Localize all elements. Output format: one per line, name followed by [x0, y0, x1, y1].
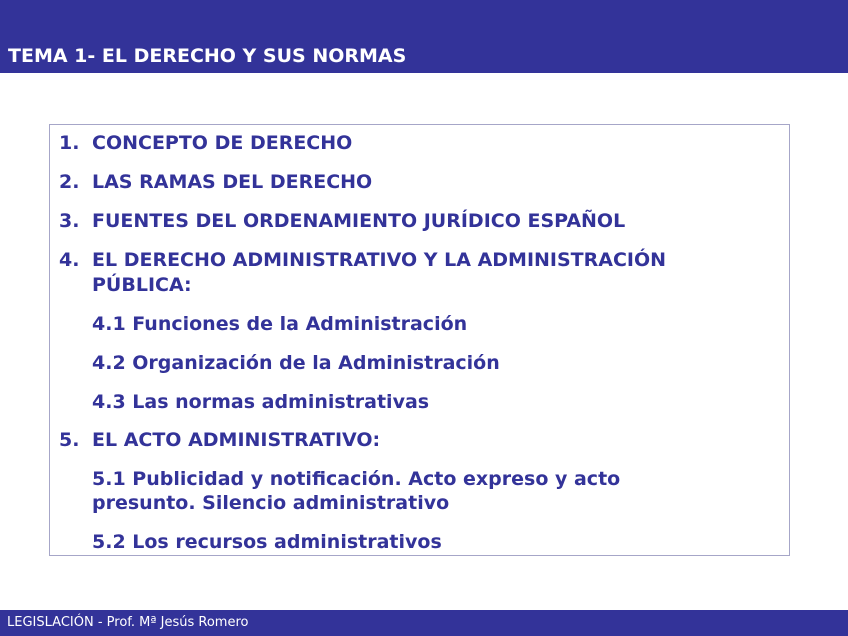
item-number: 3. — [59, 210, 80, 232]
sub-item-text: 4.3 Las normas administrativas — [92, 391, 430, 413]
sub-item-text: 5.2 Los recursos administrativos — [92, 531, 442, 553]
item-text: CONCEPTO DE DERECHO — [92, 132, 353, 154]
page-title: TEMA 1- EL DERECHO Y SUS NORMAS — [8, 45, 407, 67]
item-text: EL ACTO ADMINISTRATIVO: — [92, 429, 381, 451]
item-number: 5. — [59, 429, 80, 451]
header-bar — [0, 0, 848, 73]
sub-item-text-line1: 5.1 Publicidad y notificación. Acto expreso y acto — [92, 468, 621, 490]
footer-text: LEGISLACIÓN - Prof. Mª Jesús Romero — [7, 615, 249, 630]
item-text-line1: EL DERECHO ADMINISTRATIVO Y LA ADMINISTRACIÓN — [92, 249, 667, 271]
item-text-line2: PÚBLICA: — [92, 274, 192, 296]
item-text: FUENTES DEL ORDENAMIENTO JURÍDICO ESPAÑOL — [92, 210, 626, 232]
sub-item-text: 4.1 Funciones de la Administración — [92, 313, 468, 335]
sub-item-text-line2: presunto. Silencio administrativo — [92, 492, 450, 514]
sub-item-text: 4.2 Organización de la Administración — [92, 352, 500, 374]
item-number: 1. — [59, 132, 80, 154]
item-number: 2. — [59, 171, 80, 193]
item-text: LAS RAMAS DEL DERECHO — [92, 171, 373, 193]
table-of-contents — [49, 124, 790, 556]
item-number: 4. — [59, 249, 80, 271]
footer-bar — [0, 610, 848, 636]
